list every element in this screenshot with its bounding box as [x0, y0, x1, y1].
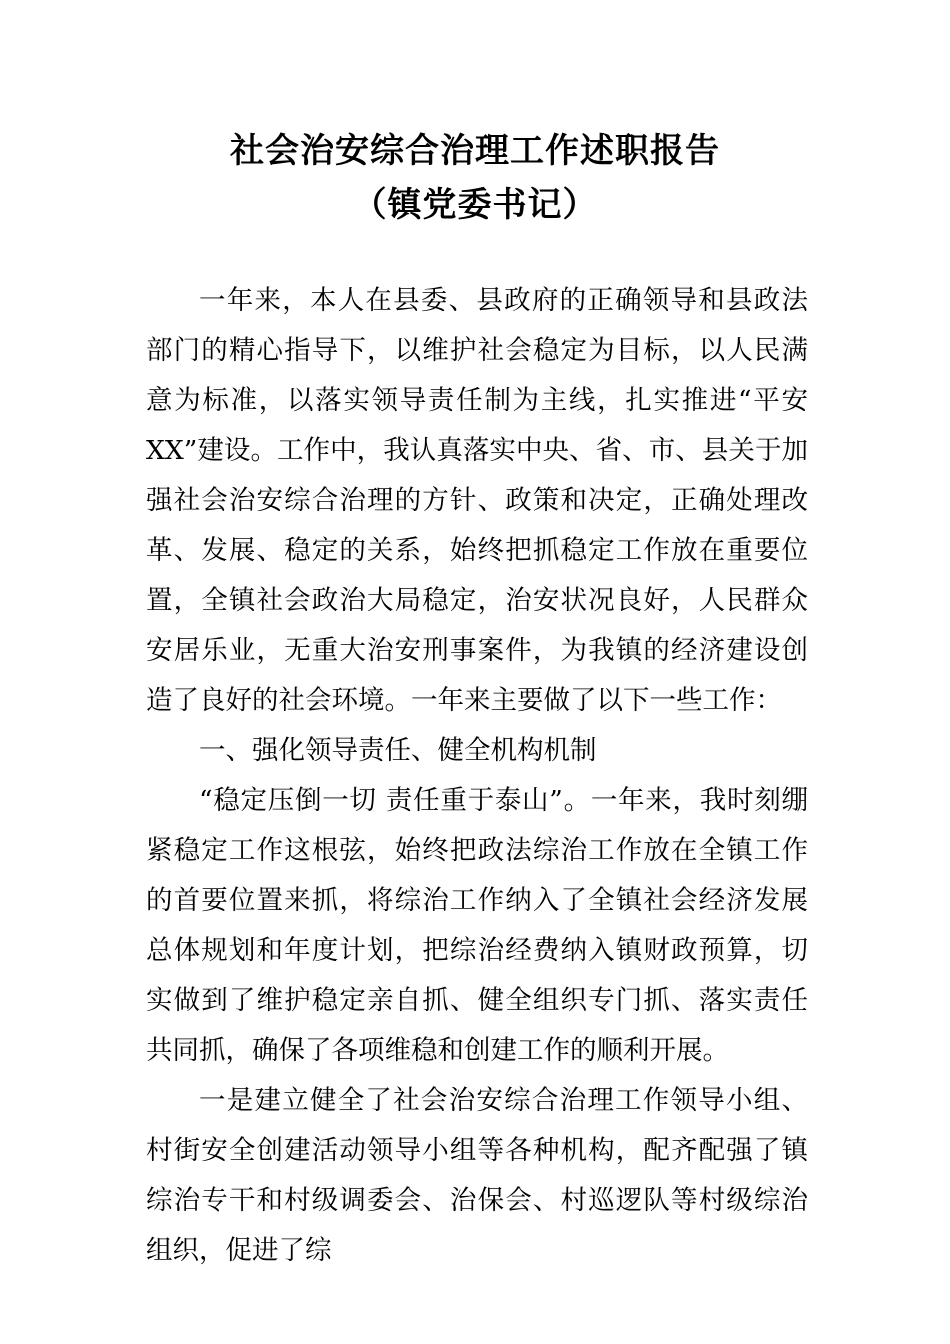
paragraph-point-1: 一是建立健全了社会治安综合治理工作领导小组、村街安全创建活动领导小组等各种机构，配齐配强了镇综治专干和村级调委会、治保会、村巡逻队等村级综治组织，促进了综	[146, 1085, 808, 1266]
paragraph-section-1: “稳定压倒一切 责任重于泰山”。一年来，我时刻绷紧稳定工作这根弦，始终把政法综治工作放在全镇工作的首要位置来抓，将综治工作纳入了全镇社会经济发展总体规划和年度计划，把综治经费纳入镇财政预算，切实做到了维护稳定亲自抓、健全组织专门抓、落实责任共同抓，确保了各项维稳和创建工作的顺利开展。	[146, 785, 808, 1066]
document-body	[146, 276, 808, 1276]
document-subtitle: （镇党委书记）	[352, 185, 598, 225]
paragraph-intro: 一年来，本人在县委、县政府的正确领导和县政法部门的精心指导下，以维护社会稳定为目标，以人民满意为标准，以落实领导责任制为主线，扎实推进“平安XX”建设。工作中，我认真落实中央、省、市、县关于加强社会治安综合治理的方针、政策和决定，正确处理改革、发展、稳定的关系，始终把抓稳定工作放在重要位置，全镇社会政治大局稳定，治安状况良好，人民群众安居乐业，无重大治安刑事案件，为我镇的经济建设创造了良好的社会环境。一年来主要做了以下一些工作：	[146, 285, 808, 716]
title-block	[0, 126, 950, 230]
section-heading-1: 一、强化领导责任、健全机构机制	[199, 735, 597, 766]
document-title: 社会治安综合治理工作述职报告	[230, 131, 720, 171]
